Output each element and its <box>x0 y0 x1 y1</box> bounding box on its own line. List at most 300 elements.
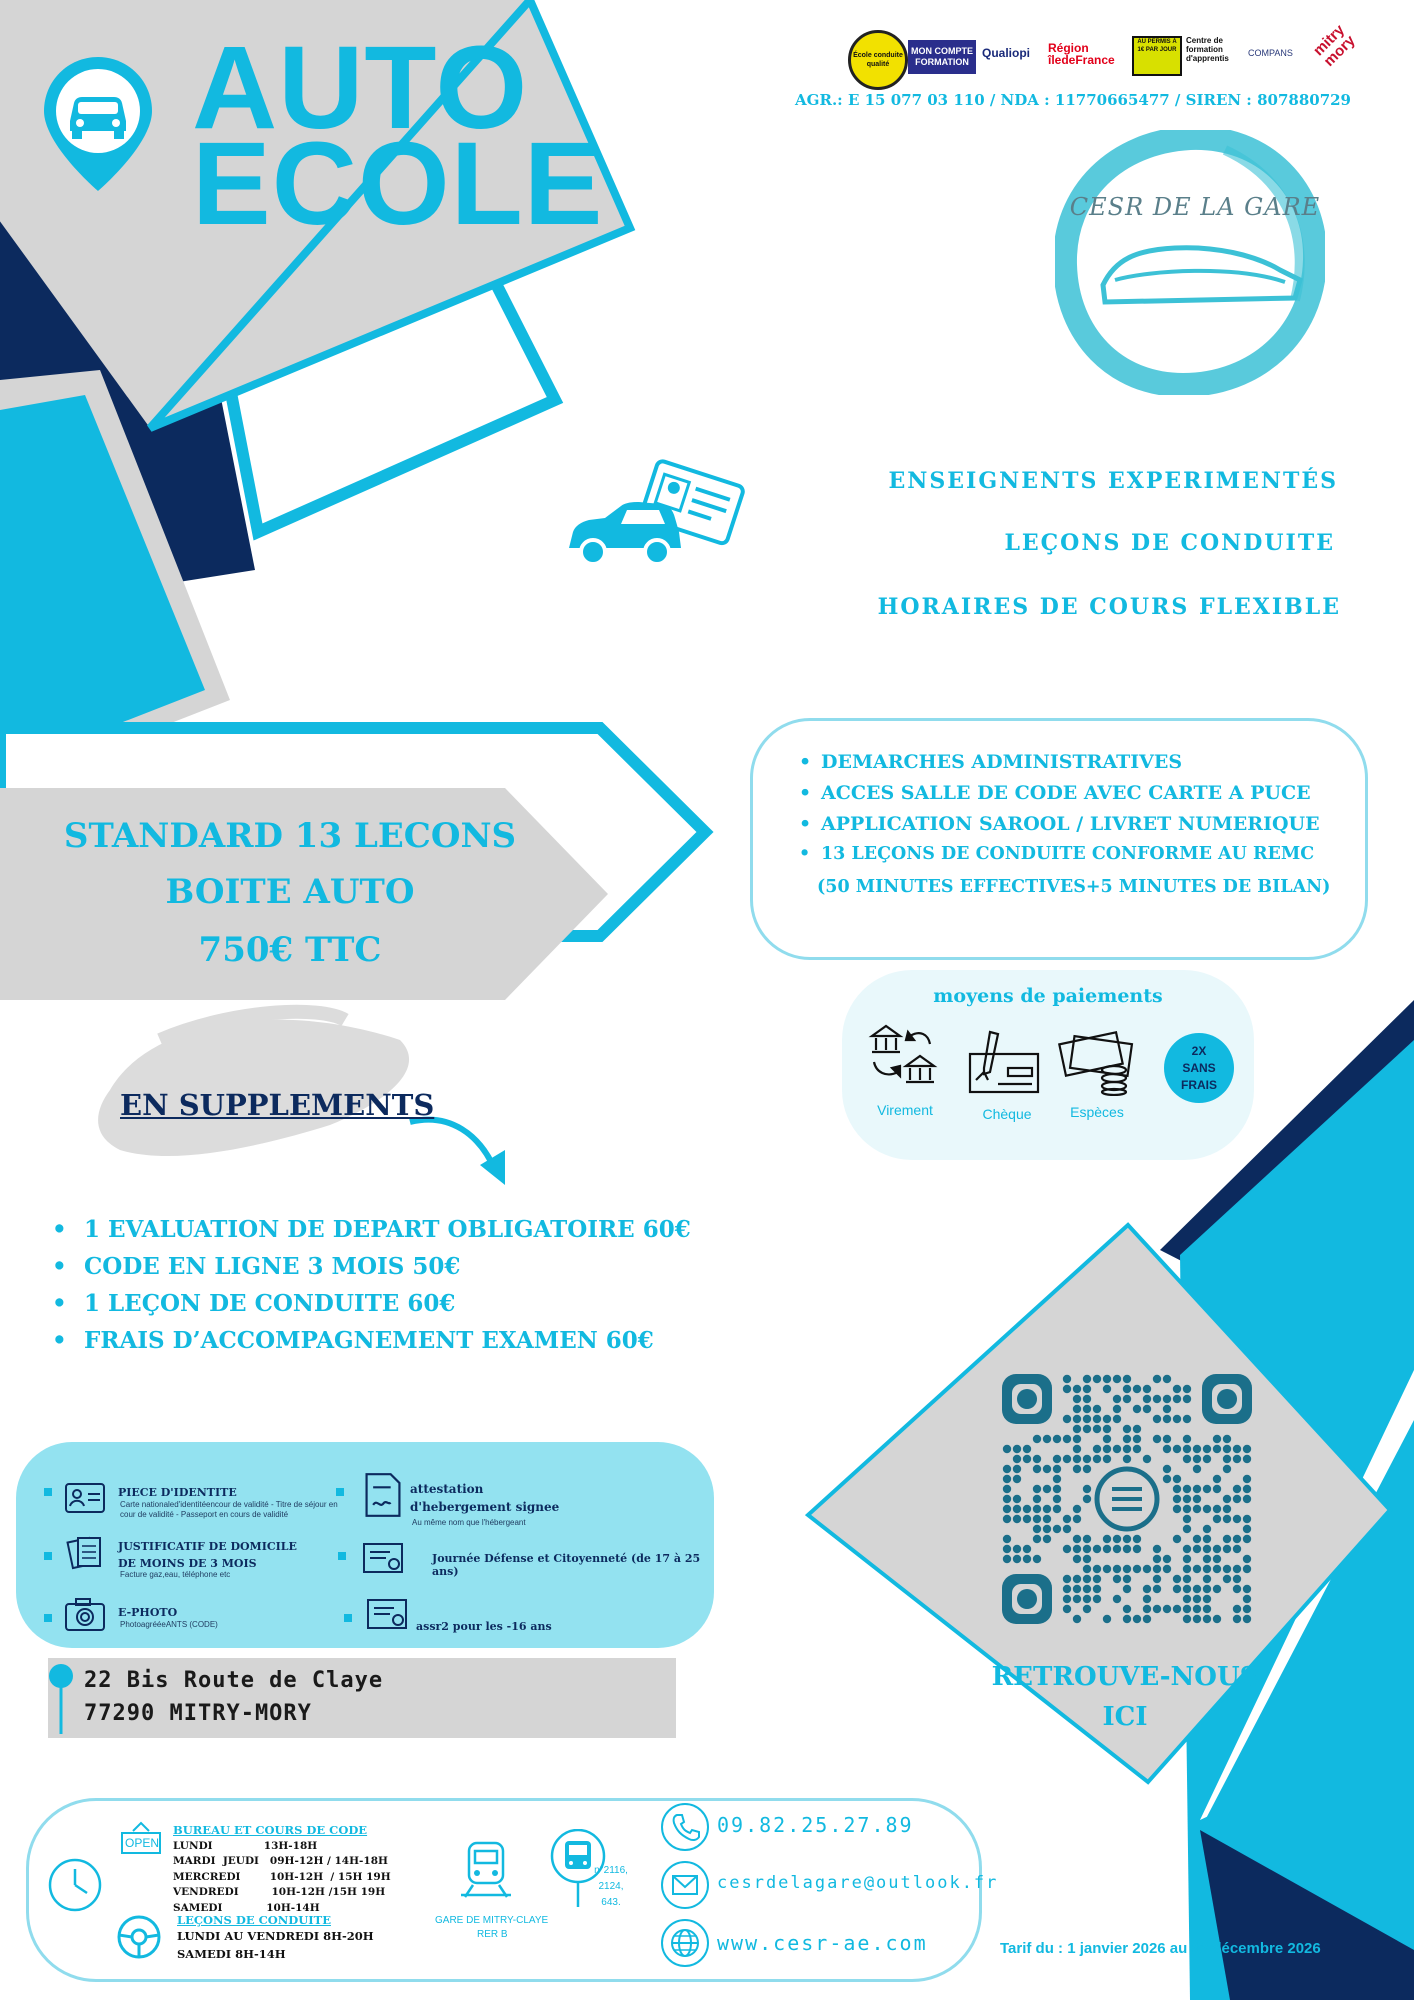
offer-price: 750€ TTC <box>198 930 382 970</box>
qr-dot <box>1033 1435 1041 1443</box>
qr-dot <box>1103 1415 1111 1423</box>
qr-dot <box>1073 1385 1081 1393</box>
qr-dot <box>1183 1395 1191 1403</box>
qr-dot <box>1103 1375 1111 1383</box>
feature-experienced-teachers: ENSEIGNENTS EXPERIMENTÉS <box>888 468 1338 494</box>
qr-dot <box>1243 1455 1251 1463</box>
qr-dot <box>1203 1555 1211 1563</box>
qr-dot <box>1243 1565 1251 1573</box>
qr-dot <box>1133 1405 1141 1413</box>
title-line-2: ECOLE <box>192 118 604 250</box>
qr-dot <box>1053 1525 1061 1533</box>
qr-dot <box>1233 1495 1241 1503</box>
qr-dot <box>1193 1605 1201 1613</box>
qr-dot <box>1163 1415 1171 1423</box>
qr-dot <box>1103 1565 1111 1573</box>
qr-dot <box>1173 1485 1181 1493</box>
qr-dot <box>1183 1585 1191 1593</box>
qr-dot <box>1183 1495 1191 1503</box>
qr-dot <box>1113 1405 1121 1413</box>
qr-dot <box>1243 1495 1251 1503</box>
qr-dot <box>1043 1535 1051 1543</box>
qr-dot <box>1173 1585 1181 1593</box>
qr-dot <box>1203 1575 1211 1583</box>
qr-dot <box>1083 1455 1091 1463</box>
documents-icon <box>64 1534 106 1570</box>
qr-dot <box>1183 1575 1191 1583</box>
payment-method-transfer: Virement <box>877 1102 933 1118</box>
qr-dot <box>1203 1505 1211 1513</box>
payment-method-cheque: Chèque <box>982 1106 1032 1122</box>
qr-dot <box>1063 1385 1071 1393</box>
bullet-square <box>336 1488 344 1496</box>
qr-dot <box>1183 1505 1191 1513</box>
qr-dot <box>1133 1435 1141 1443</box>
qr-dot <box>1183 1605 1191 1613</box>
logo-mitry-mory: mitry mory <box>1310 21 1359 70</box>
agrement-numbers: AGR.: E 15 077 03 110 / NDA : 11770665477 / SIREN : 807880729 <box>795 91 1351 109</box>
qr-dot <box>1223 1565 1231 1573</box>
qr-dot <box>1183 1445 1191 1453</box>
qr-dot <box>1023 1515 1031 1523</box>
qr-dot <box>1073 1465 1081 1473</box>
qr-dot <box>1083 1375 1091 1383</box>
qr-dot <box>1093 1595 1101 1603</box>
qr-dot <box>1123 1565 1131 1573</box>
qr-dot <box>1183 1565 1191 1573</box>
qr-dot <box>1183 1385 1191 1393</box>
qr-dot <box>1063 1575 1071 1583</box>
qr-dot <box>1023 1505 1031 1513</box>
qr-dot <box>1063 1435 1071 1443</box>
qr-dot <box>1113 1415 1121 1423</box>
partner-logos <box>848 22 1368 88</box>
qr-dot <box>1183 1455 1191 1463</box>
qr-dot <box>1193 1585 1201 1593</box>
qr-dot <box>1113 1395 1121 1403</box>
qr-dot <box>1053 1485 1061 1493</box>
qr-dot <box>1103 1445 1111 1453</box>
qr-dot <box>1223 1445 1231 1453</box>
qr-dot <box>1153 1435 1161 1443</box>
qr-dot <box>1143 1585 1151 1593</box>
qr-dot <box>1083 1395 1091 1403</box>
qr-dot <box>1183 1525 1191 1533</box>
qr-dot <box>1143 1595 1151 1603</box>
bus-line: n°2116, <box>594 1865 628 1876</box>
payment-method-cash: Espèces <box>1070 1104 1124 1120</box>
qr-dot <box>1123 1535 1131 1543</box>
qr-dot <box>1103 1455 1111 1463</box>
qr-dot <box>1063 1415 1071 1423</box>
qr-dot <box>1193 1455 1201 1463</box>
qr-dot <box>1163 1465 1171 1473</box>
qr-label-line-2: ICI <box>1102 1702 1148 1732</box>
logo-cfa: Centre de formation d'apprentis <box>1186 36 1229 63</box>
qr-dot <box>1093 1405 1101 1413</box>
qr-dot <box>1103 1425 1111 1433</box>
qr-dot <box>1223 1545 1231 1553</box>
qr-dot <box>1073 1455 1081 1463</box>
qr-dot <box>1233 1445 1241 1453</box>
qr-dot <box>1013 1475 1021 1483</box>
qr-dot <box>1023 1455 1031 1463</box>
doc-id-title: PIECE D'IDENTITE <box>118 1486 237 1499</box>
qr-dot <box>1173 1535 1181 1543</box>
qr-dot <box>1173 1475 1181 1483</box>
qr-dot <box>1013 1465 1021 1473</box>
qr-dot <box>1243 1535 1251 1543</box>
list-item: • CODE EN LIGNE 3 MOIS 50€ <box>52 1253 691 1280</box>
qr-dot <box>1233 1575 1241 1583</box>
bank-transfer-icon <box>868 1020 940 1086</box>
qr-dot <box>1083 1555 1091 1563</box>
qr-dot <box>1073 1445 1081 1453</box>
qr-dot <box>1093 1575 1101 1583</box>
qr-dot <box>1213 1615 1221 1623</box>
badge-line-1: 2X <box>1191 1043 1207 1058</box>
qr-dot <box>1083 1415 1091 1423</box>
qr-dot <box>1053 1475 1061 1483</box>
doc-photo-detail: PhotoagrééeANTS (CODE) <box>120 1620 218 1629</box>
qr-dot <box>1093 1545 1101 1553</box>
qr-dot <box>1123 1425 1131 1433</box>
qr-dot <box>1143 1565 1151 1573</box>
feature-driving-lessons: LEÇONS DE CONDUITE <box>1004 530 1335 556</box>
qr-dot <box>1023 1545 1031 1553</box>
qr-dot <box>1033 1455 1041 1463</box>
qr-dot <box>1193 1595 1201 1603</box>
qr-dot <box>1183 1485 1191 1493</box>
title-line-1: AUTO <box>192 22 529 154</box>
qr-dot <box>1063 1515 1071 1523</box>
qr-dot <box>1233 1585 1241 1593</box>
list-item: • 13 LEÇONS DE CONDUITE CONFORME AU REMC <box>793 844 1320 864</box>
qr-dot <box>1223 1505 1231 1513</box>
qr-dot <box>1073 1585 1081 1593</box>
qr-dot <box>1243 1475 1251 1483</box>
qr-dot <box>1003 1505 1011 1513</box>
qr-dot <box>1073 1395 1081 1403</box>
logo-ecole-qualite: École conduite qualité <box>848 30 908 90</box>
qr-dot <box>1153 1565 1161 1573</box>
qr-dot <box>1083 1485 1091 1493</box>
bullet-square <box>44 1614 52 1622</box>
qr-dot <box>1003 1465 1011 1473</box>
qr-dot <box>1003 1515 1011 1523</box>
qr-dot <box>1183 1515 1191 1523</box>
qr-dot <box>1233 1605 1241 1613</box>
supplements-title: EN SUPPLEMENTS <box>120 1088 435 1122</box>
email-icon[interactable] <box>661 1861 709 1909</box>
qr-dot <box>1203 1525 1211 1533</box>
hours-row: MARDI JEUDI 09H-12H / 14H-18H <box>173 1855 388 1867</box>
qr-dot <box>1003 1445 1011 1453</box>
qr-dot <box>1153 1395 1161 1403</box>
qr-dot <box>1133 1615 1141 1623</box>
list-item: • APPLICATION SAROOL / LIVRET NUMERIQUE <box>793 813 1320 835</box>
offer-name: STANDARD 13 LECONS <box>63 816 517 856</box>
qr-dot <box>1163 1405 1171 1413</box>
qr-dot <box>1113 1565 1121 1573</box>
qr-dot <box>1073 1505 1081 1513</box>
qr-dot <box>1213 1585 1221 1593</box>
qr-dot <box>1123 1615 1131 1623</box>
driving-hours <box>177 1913 374 1963</box>
qr-dot <box>1173 1385 1181 1393</box>
qr-dot <box>1093 1455 1101 1463</box>
qr-dot <box>1083 1605 1091 1613</box>
qr-dot <box>1243 1515 1251 1523</box>
qr-dot <box>1223 1575 1231 1583</box>
qr-dot <box>1243 1615 1251 1623</box>
bullet-square <box>338 1552 346 1560</box>
qr-dot <box>1123 1575 1131 1583</box>
qr-dot <box>1203 1535 1211 1543</box>
logo-permis-1-euro: AU PERMIS À 1€ PAR JOUR <box>1132 36 1182 76</box>
qr-dot <box>1123 1445 1131 1453</box>
hours-row: VENDREDI 10H-12H /15H 19H <box>173 1886 386 1898</box>
qr-dot <box>1143 1405 1151 1413</box>
qr-dot <box>1203 1445 1211 1453</box>
list-item: • ACCES SALLE DE CODE AVEC CARTE A PUCE <box>793 782 1320 804</box>
qr-dot <box>1193 1445 1201 1453</box>
phone-number[interactable]: 09.82.25.27.89 <box>717 1813 914 1837</box>
bus-line: 2124, <box>598 1881 624 1892</box>
brand-logo <box>1055 130 1325 395</box>
qr-dot <box>1143 1605 1151 1613</box>
qr-dot <box>1083 1565 1091 1573</box>
qr-dot <box>1193 1535 1201 1543</box>
qr-dot <box>1163 1395 1171 1403</box>
qr-dot <box>1123 1385 1131 1393</box>
qr-dot <box>1243 1485 1251 1493</box>
qr-dot <box>1173 1575 1181 1583</box>
qr-dot <box>1163 1605 1171 1613</box>
included-box <box>750 718 1368 960</box>
list-item: • DEMARCHES ADMINISTRATIVES <box>793 751 1320 773</box>
qr-dot <box>1013 1455 1021 1463</box>
qr-dot <box>1013 1505 1021 1513</box>
qr-dot <box>1173 1415 1181 1423</box>
qr-dot <box>1083 1595 1091 1603</box>
qr-dot <box>1193 1505 1201 1513</box>
qr-dot <box>1133 1535 1141 1543</box>
list-item: • 1 EVALUATION DE DEPART OBLIGATOIRE 60€ <box>52 1216 691 1243</box>
qr-dot <box>1163 1435 1171 1443</box>
qr-dot <box>1163 1475 1171 1483</box>
qr-dot <box>1083 1385 1091 1393</box>
qr-dot <box>1043 1465 1051 1473</box>
bus-lines <box>593 1863 629 1911</box>
list-item: • 1 LEÇON DE CONDUITE 60€ <box>52 1290 691 1317</box>
office-hours-title: BUREAU ET COURS DE CODE <box>173 1823 368 1837</box>
phone-icon[interactable] <box>661 1803 709 1851</box>
qr-dot <box>1213 1545 1221 1553</box>
qr-dot <box>1123 1455 1131 1463</box>
qr-dot <box>1083 1405 1091 1413</box>
qr-dot <box>1013 1515 1021 1523</box>
qr-dot <box>1173 1495 1181 1503</box>
qr-dot <box>1013 1445 1021 1453</box>
documents-box <box>16 1442 714 1648</box>
qr-dot <box>1063 1595 1071 1603</box>
qr-dot <box>1013 1495 1021 1503</box>
included-list <box>793 751 1320 873</box>
qr-dot <box>1113 1445 1121 1453</box>
included-note: (50 MINUTES EFFECTIVES+5 MINUTES DE BILAN) <box>817 877 1331 897</box>
qr-dot <box>1013 1545 1021 1553</box>
qr-dot <box>1103 1615 1111 1623</box>
qr-dot <box>1013 1555 1021 1563</box>
qr-dot <box>1043 1435 1051 1443</box>
qr-dot <box>1183 1555 1191 1563</box>
qr-dot <box>1213 1505 1221 1513</box>
train-icon <box>457 1839 515 1899</box>
qr-dot <box>1173 1395 1181 1403</box>
id-card-icon <box>64 1480 106 1516</box>
signed-document-icon <box>360 1472 406 1518</box>
qr-dot <box>1103 1385 1111 1393</box>
qr-dot <box>1073 1425 1081 1433</box>
qr-dot <box>1213 1515 1221 1523</box>
qr-dot <box>1043 1485 1051 1493</box>
qr-dot <box>1183 1435 1191 1443</box>
qr-dot <box>1123 1435 1131 1443</box>
qr-dot <box>1153 1375 1161 1383</box>
doc-assr: assr2 pour les -16 ans <box>416 1620 552 1633</box>
qr-dot <box>1213 1475 1221 1483</box>
location-car-icon <box>42 55 154 195</box>
cash-icon <box>1058 1026 1138 1096</box>
website-url[interactable]: www.cesr-ae.com <box>717 1931 928 1955</box>
logo-qualiopi: Qualiopi <box>982 46 1030 60</box>
qr-dot <box>1043 1525 1051 1533</box>
qr-code[interactable] <box>1002 1374 1252 1624</box>
qr-dot <box>1243 1445 1251 1453</box>
qr-dot <box>1073 1615 1081 1623</box>
qr-dot <box>1083 1575 1091 1583</box>
qr-dot <box>1243 1555 1251 1563</box>
qr-dot <box>1203 1545 1211 1553</box>
qr-dot <box>1243 1585 1251 1593</box>
qr-dot <box>1173 1445 1181 1453</box>
doc-id-detail: Carte nationaled'identitéencour de validité - Titre de séjour en cour de validité - Passeport en cours de validité <box>120 1500 338 1519</box>
qr-dot <box>1183 1545 1191 1553</box>
qr-dot <box>1053 1505 1061 1513</box>
qr-dot <box>1203 1565 1211 1573</box>
open-sign-text: OPEN <box>125 1836 160 1850</box>
qr-dot <box>1023 1555 1031 1563</box>
qr-dot <box>1153 1605 1161 1613</box>
qr-dot <box>1123 1605 1131 1613</box>
qr-dot <box>1133 1565 1141 1573</box>
qr-dot <box>1113 1535 1121 1543</box>
bullet-square <box>44 1488 52 1496</box>
qr-dot <box>1053 1435 1061 1443</box>
qr-dot <box>1233 1615 1241 1623</box>
logo-mon-compte-formation: MON COMPTE FORMATION <box>908 40 976 74</box>
qr-dot <box>1073 1405 1081 1413</box>
qr-dot <box>1153 1415 1161 1423</box>
cheque-icon <box>968 1028 1042 1098</box>
qr-dot <box>1213 1435 1221 1443</box>
brand-name: CESR DE LA GARE <box>1069 193 1321 221</box>
hours-row: MERCREDI 10H-12H / 15H 19H <box>173 1870 391 1883</box>
qr-dot <box>1183 1415 1191 1423</box>
qr-dot <box>1003 1475 1011 1483</box>
bus-line: 643. <box>601 1897 621 1908</box>
qr-dot <box>1133 1445 1141 1453</box>
hours-row: LUNDI 13H-18H <box>173 1839 318 1852</box>
qr-dot <box>1203 1615 1211 1623</box>
qr-dot <box>1153 1575 1161 1583</box>
qr-dot <box>1203 1455 1211 1463</box>
qr-dot <box>1223 1455 1231 1463</box>
qr-dot <box>1073 1595 1081 1603</box>
qr-dot <box>1243 1525 1251 1533</box>
qr-dot <box>1123 1395 1131 1403</box>
qr-dot <box>1003 1555 1011 1563</box>
qr-dot <box>1003 1545 1011 1553</box>
qr-dot <box>1133 1425 1141 1433</box>
logo-compans: COMPANS <box>1248 48 1293 58</box>
qr-dot <box>1083 1585 1091 1593</box>
qr-dot <box>1233 1455 1241 1463</box>
doc-hebergement-title: attestation d'hebergement signee <box>410 1482 560 1514</box>
qr-dot <box>1073 1555 1081 1563</box>
qr-dot <box>1073 1575 1081 1583</box>
email-address[interactable]: cesrdelagare@outlook.fr <box>717 1873 999 1893</box>
qr-dot <box>1023 1445 1031 1453</box>
globe-icon[interactable] <box>661 1919 709 1967</box>
camera-icon <box>64 1596 106 1632</box>
qr-dot <box>1163 1555 1171 1563</box>
qr-dot <box>1083 1545 1091 1553</box>
qr-dot <box>1203 1585 1211 1593</box>
qr-dot <box>1123 1545 1131 1553</box>
qr-dot <box>1123 1585 1131 1593</box>
qr-dot <box>1233 1485 1241 1493</box>
qr-dot <box>1233 1545 1241 1553</box>
qr-dot <box>1223 1495 1231 1503</box>
qr-dot <box>1033 1535 1041 1543</box>
address-street: 22 Bis Route de Claye <box>84 1668 384 1693</box>
qr-dot <box>1233 1535 1241 1543</box>
hours-row: SAMEDI 10H-14H <box>173 1901 320 1914</box>
hours-row: LUNDI AU VENDREDI 8H-20H <box>177 1929 374 1943</box>
qr-dot <box>1033 1555 1041 1563</box>
qr-dot <box>1223 1465 1231 1473</box>
list-item: • FRAIS D’ACCOMPAGNEMENT EXAMEN 60€ <box>52 1327 691 1354</box>
qr-dot <box>1233 1565 1241 1573</box>
bullet-square <box>44 1552 52 1560</box>
qr-dot <box>1153 1585 1161 1593</box>
qr-dot <box>1153 1555 1161 1563</box>
qr-dot <box>1093 1585 1101 1593</box>
qr-dot <box>1133 1545 1141 1553</box>
qr-dot <box>1083 1425 1091 1433</box>
qr-dot <box>1113 1545 1121 1553</box>
qr-dot <box>1193 1465 1201 1473</box>
qr-dot <box>1213 1445 1221 1453</box>
qr-dot <box>1163 1565 1171 1573</box>
qr-dot <box>1203 1605 1211 1613</box>
bullet-square <box>344 1614 352 1622</box>
payment-title: moyens de paiements <box>933 985 1163 1007</box>
car-license-icon <box>565 452 745 577</box>
qr-dot <box>1143 1455 1151 1463</box>
